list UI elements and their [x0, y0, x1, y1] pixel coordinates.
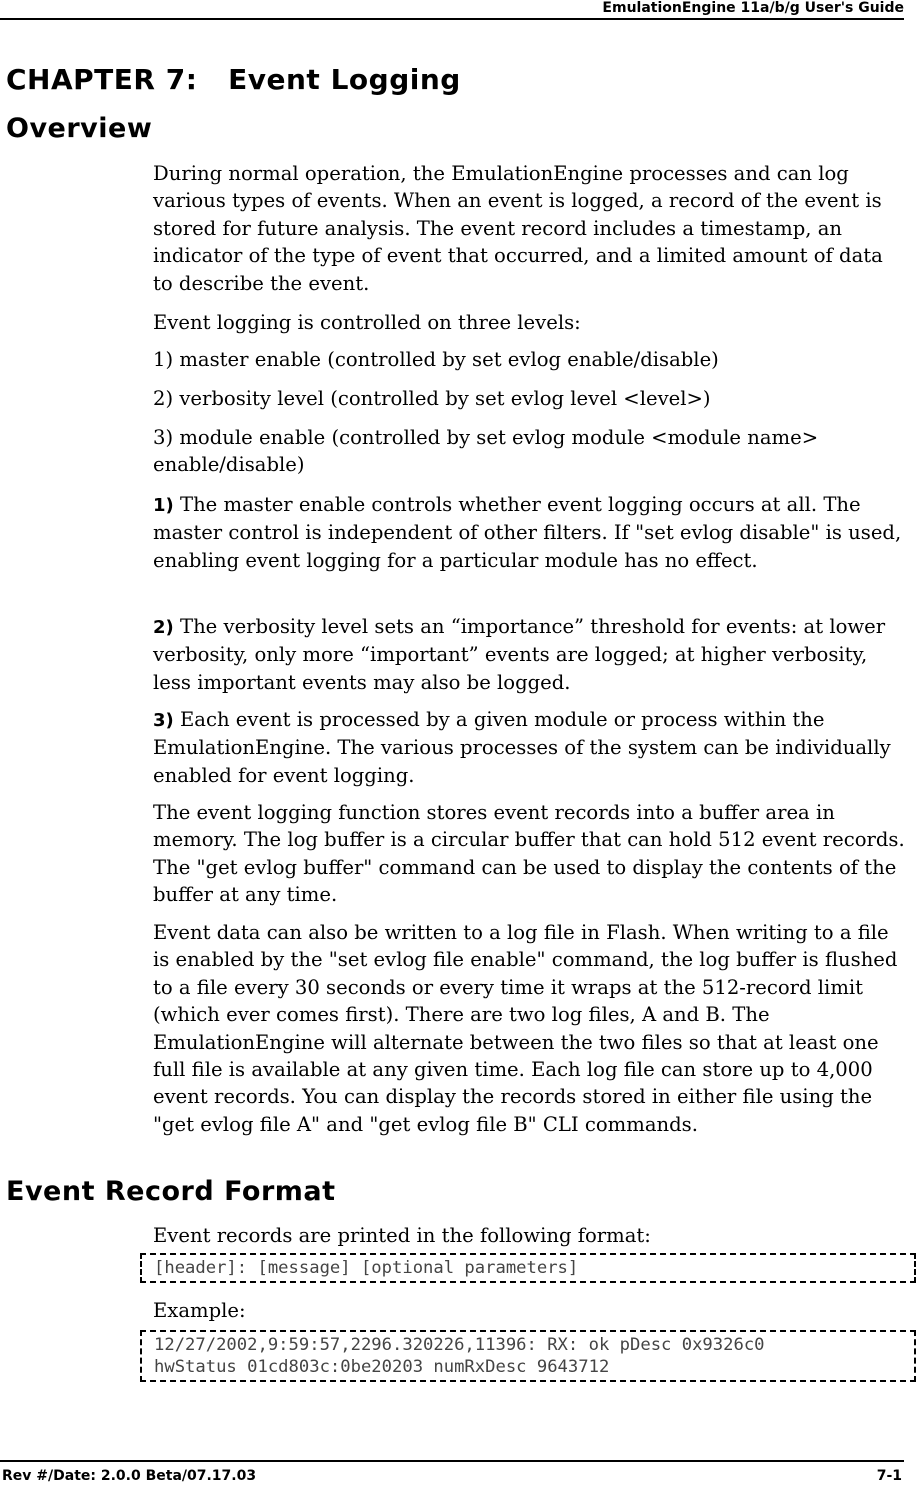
record-format-heading: Event Record Format: [6, 1176, 336, 1207]
overview-paragraph-1: During normal operation, the EmulationEngine processes and can log various types of events. When an event is logged, a record of the event is stored for future analysis. The event record includes a timestamp, an indicator of the type of event that occurred, and a limited amount of data to describe the event.: [153, 162, 883, 295]
item-2: [153, 613, 905, 696]
page-number: 7-1: [876, 1468, 902, 1484]
item-1-text: The master enable controls whether event logging occurs at all. The master control is independent of other filters. If "set evlog disable" is used, enabling event logging for a particular module has no effect.: [153, 493, 902, 572]
item-3-text: Each event is processed by a given module or process within the EmulationEngine. The various processes of the system can be individually enabled for event logging.: [153, 708, 891, 787]
running-footer: [0, 1460, 904, 1488]
example-label: Example:: [153, 1299, 246, 1322]
overview-paragraph-2: Event logging is controlled on three levels:: [153, 311, 581, 334]
level-2: 2) verbosity level (controlled by set evlog level <level>): [153, 387, 711, 410]
running-header-title: EmulationEngine 11a/b/g User's Guide: [602, 0, 904, 16]
overview-heading: Overview: [6, 113, 153, 144]
format-code-block: [header]: [message] [optional parameters]: [140, 1253, 916, 1283]
item-1: [153, 491, 905, 574]
item-3: [153, 706, 905, 789]
chapter-title: CHAPTER 7: Event Logging: [6, 63, 461, 96]
level-1: 1) master enable (controlled by set evlog enable/disable): [153, 348, 719, 371]
overview-paragraph-4: Event data can also be written to a log file in Flash. When writing to a file is enabled by the "set evlog file enable" command, the log buffer is flushed to a file every 30 seconds or every time it wraps at the 512-record limit (which ever comes first). There are two log files, A and B. The EmulationEngine will alternate between the two files so that at least one full file is available at any given time. Each log file can store up to 4,000 event records. You can display the records stored in either file using the "get evlog file A" and "get evlog file B" CLI commands.: [153, 921, 898, 1136]
overview-paragraph-3: The event logging function stores event records into a buffer area in memory. The log buffer is a circular buffer that can hold 512 event records. The "get evlog buffer" command can be used to display the contents of the buffer at any time.: [153, 801, 905, 907]
item-2-text: The verbosity level sets an “importance” threshold for events: at lower verbosity, only more “important” events are logged; at higher verbosity, less important events may also be logged.: [153, 615, 886, 694]
record-format-intro: Event records are printed in the following format:: [153, 1224, 651, 1247]
item-1-label: 1): [153, 495, 174, 516]
item-3-label: 3): [153, 710, 174, 731]
example-code-block: 12/27/2002,9:59:57,2296.320226,11396: RX: ok pDesc 0x9326c0 hwStatus 01cd803c:0be20203 numRxDesc 9643712: [140, 1330, 916, 1382]
level-3: 3) module enable (controlled by set evlog module <module name> enable/disable): [153, 426, 819, 477]
revision-date: Rev #/Date: 2.0.0 Beta/07.17.03: [2, 1468, 257, 1484]
item-2-label: 2): [153, 617, 174, 638]
running-header: [0, 0, 904, 20]
